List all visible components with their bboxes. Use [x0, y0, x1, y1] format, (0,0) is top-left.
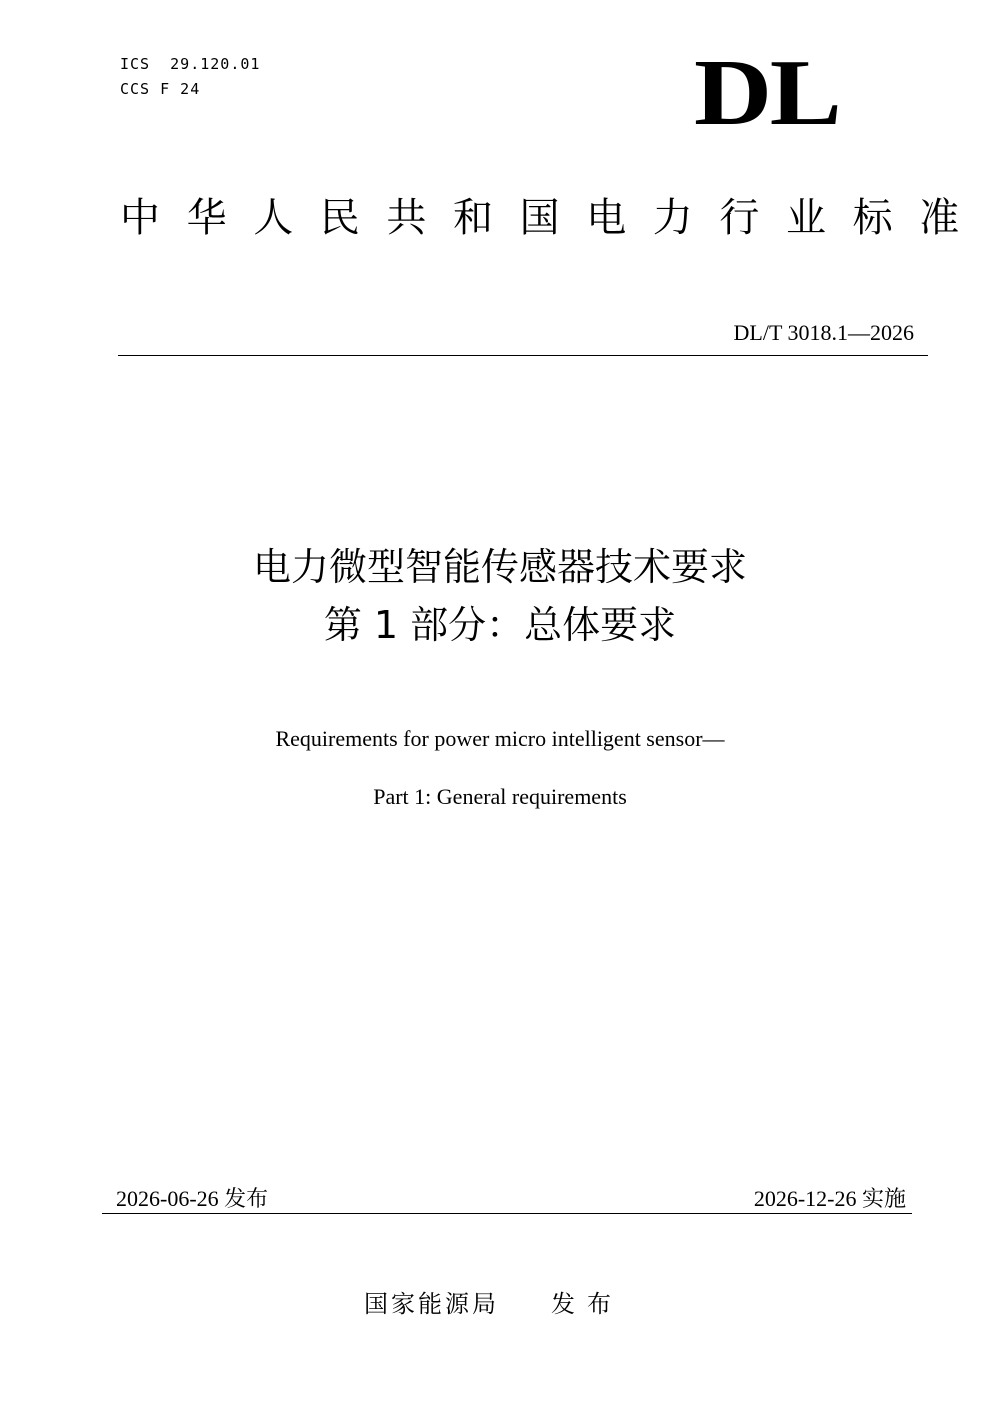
dl-logo: DL [694, 41, 840, 145]
standard-number: DL/T 3018.1—2026 [733, 320, 914, 345]
issuer-line [364, 1287, 623, 1321]
bottom-divider [102, 1213, 912, 1214]
english-title-line-2: Part 1: General requirements [373, 784, 627, 809]
issuing-organization: 国家能源局 [364, 1290, 499, 1318]
chinese-title-line-2: 第 1 部分：总体要求 [323, 603, 677, 647]
dates-row [104, 1183, 912, 1215]
classification-codes [120, 52, 260, 102]
top-divider [118, 355, 928, 356]
chinese-title-line-1: 电力微型智能传感器技术要求 [252, 545, 747, 589]
english-title-line-1: Requirements for power micro intelligent sensor— [275, 726, 725, 751]
english-title [0, 722, 1000, 814]
industry-standard-title: 中华人民共和国电力行业标准 [120, 195, 986, 241]
issue-action: 发布 [551, 1290, 623, 1318]
publish-date: 2026-06-26 发布 [116, 1186, 269, 1211]
chinese-title [0, 538, 1000, 654]
implementation-date: 2026-12-26 实施 [753, 1186, 906, 1211]
ccs-code: CCS F 24 [120, 80, 201, 98]
ics-code: ICS 29.120.01 [120, 55, 261, 73]
